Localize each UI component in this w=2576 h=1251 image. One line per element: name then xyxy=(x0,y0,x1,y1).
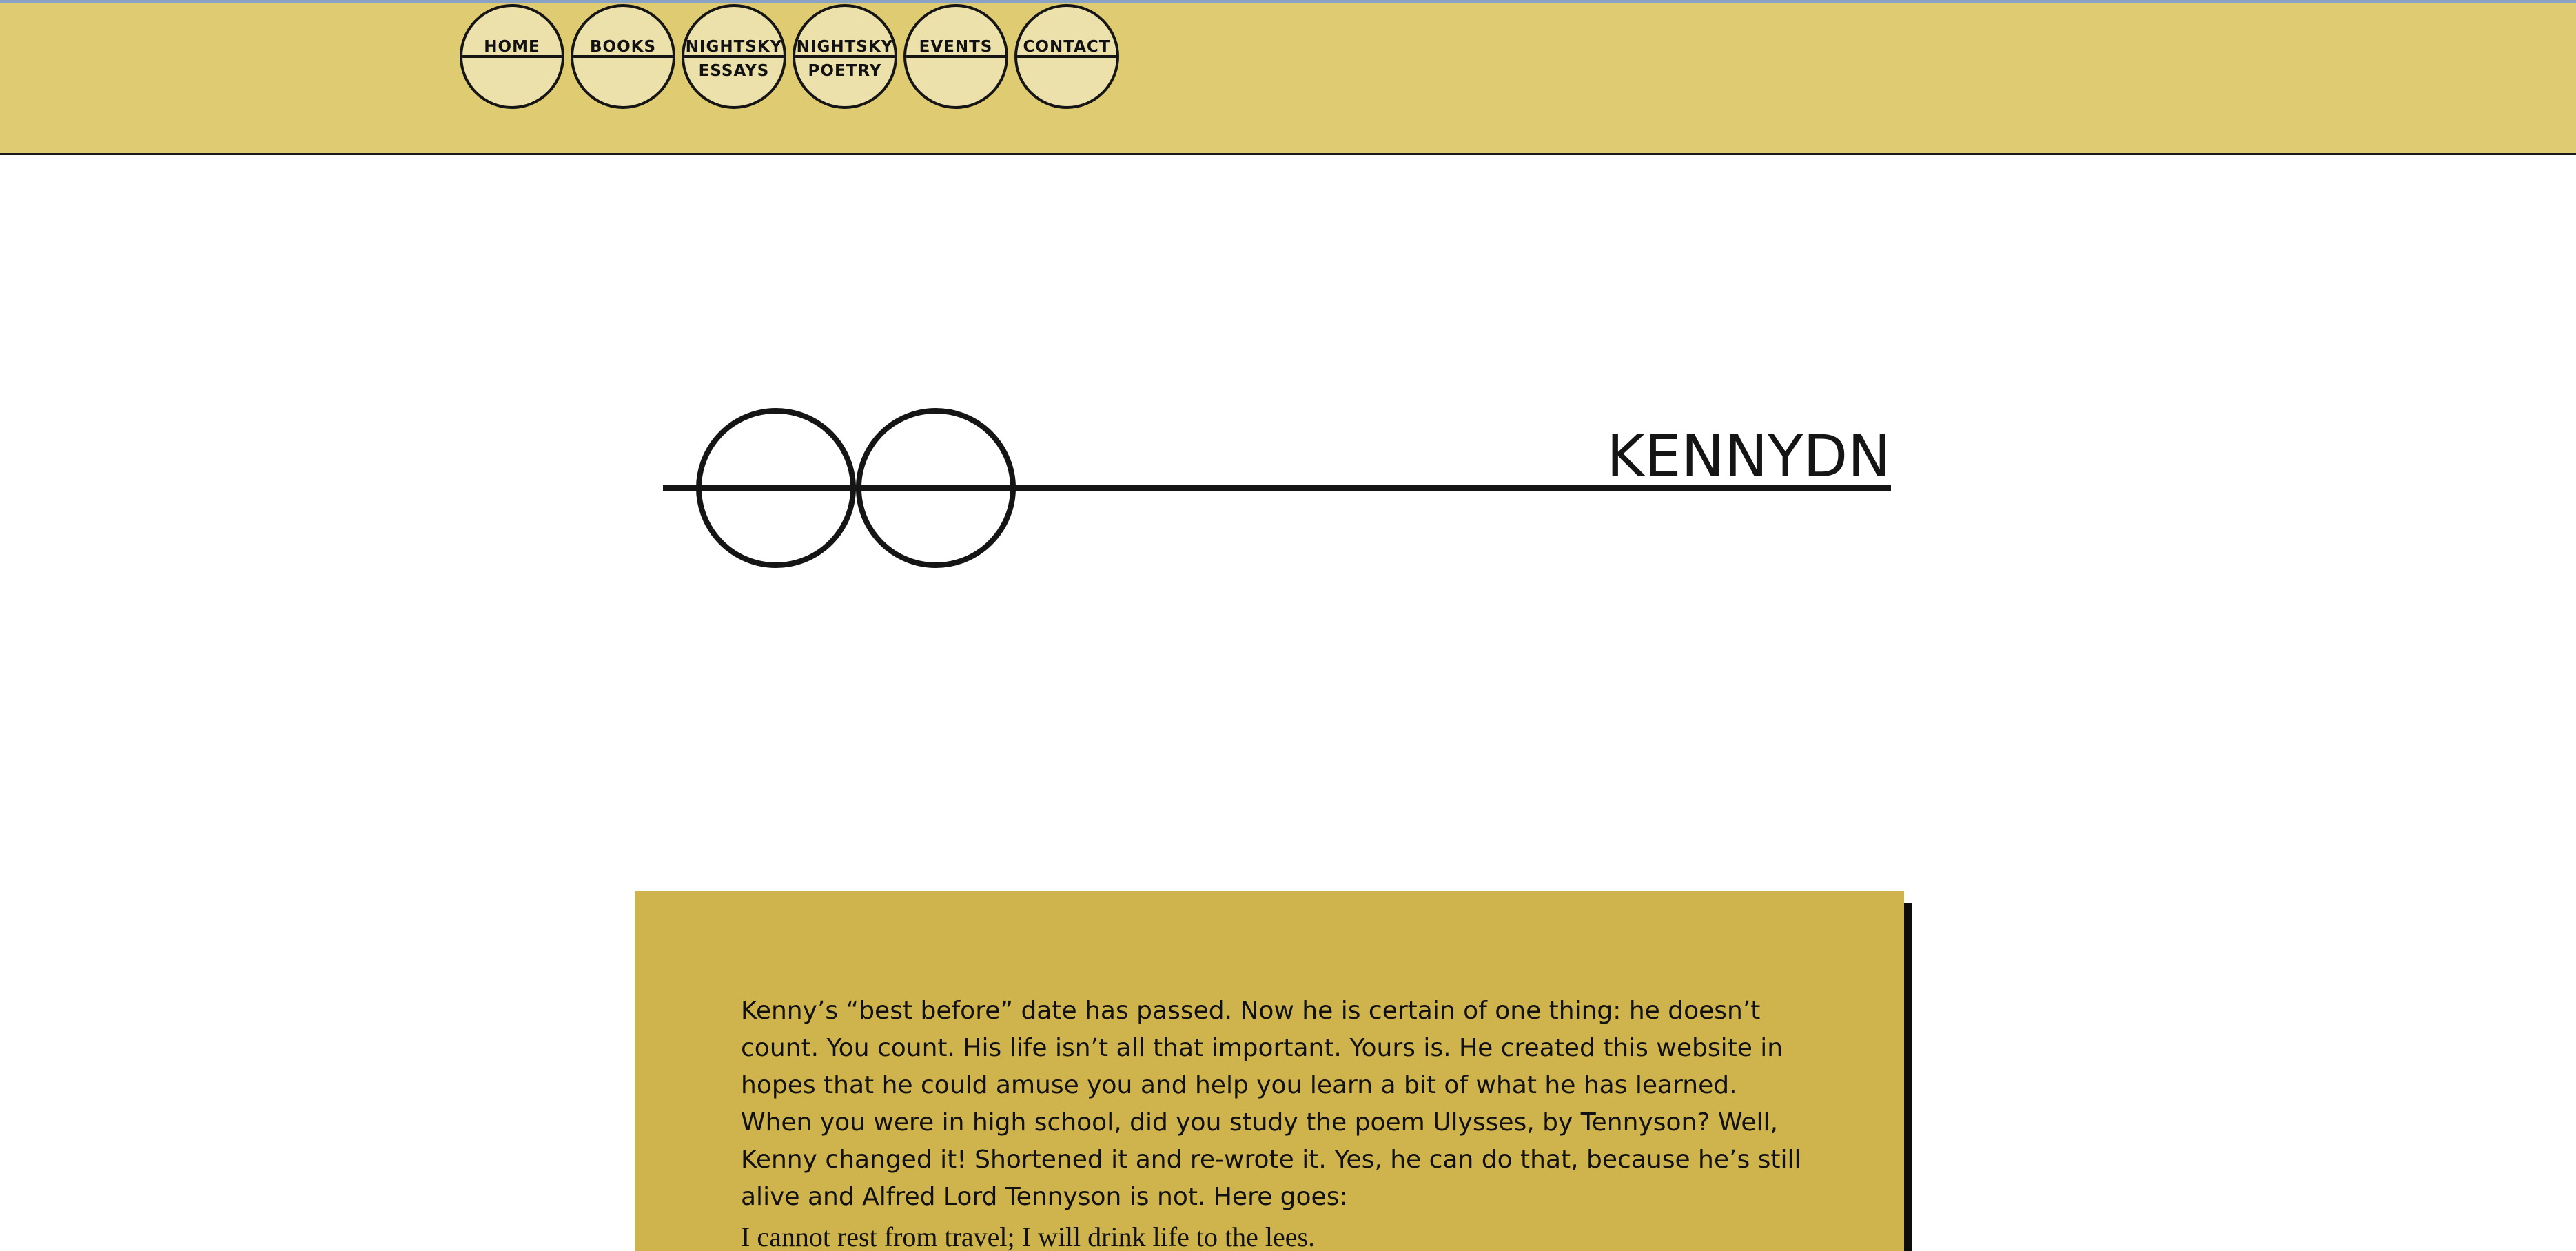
nav-events-button[interactable] xyxy=(903,4,1008,109)
nav-label: HOME xyxy=(484,38,540,56)
nav-nightsky-essays-button[interactable] xyxy=(682,4,786,109)
nav-label: BOOKS xyxy=(589,38,657,56)
main-nav xyxy=(460,4,1119,109)
content-card-shadow xyxy=(1904,903,1912,1251)
poem-line: I cannot rest from travel; I will drink life to the lees. xyxy=(741,1221,1316,1251)
nav-contact-button[interactable] xyxy=(1014,4,1119,109)
nav-label: NIGHTSKY xyxy=(685,38,783,56)
nav-sublabel: POETRY xyxy=(808,62,882,80)
nav-sublabel: ESSAYS xyxy=(698,62,770,80)
intro-paragraph: Kenny’s “best before” date has passed. Now he is certain of one thing: he doesn’t count. You count. His life isn’t all that important. Yours is. He created this website in hopes that he could amuse you and help you learn a bit of what he has learned. When you were in high school, did you study the poem Ulysses, by Tennyson? Well, Kenny changed it! Shortened it and re-wrote it. Yes, he can do that, because he’s still alive and Alfred Lord Tennyson is not. Here goes: xyxy=(741,997,1801,1211)
brand-name: KENNYDN xyxy=(1606,423,1891,490)
site-header xyxy=(0,3,2576,155)
nav-books-button[interactable] xyxy=(571,4,675,109)
nav-label: NIGHTSKY xyxy=(796,38,894,56)
nav-label: CONTACT xyxy=(1023,38,1111,56)
nav-nightsky-poetry-button[interactable] xyxy=(793,4,897,109)
nav-label: EVENTS xyxy=(919,38,993,56)
nav-home-button[interactable] xyxy=(460,4,564,109)
intro-card xyxy=(635,891,1904,1251)
